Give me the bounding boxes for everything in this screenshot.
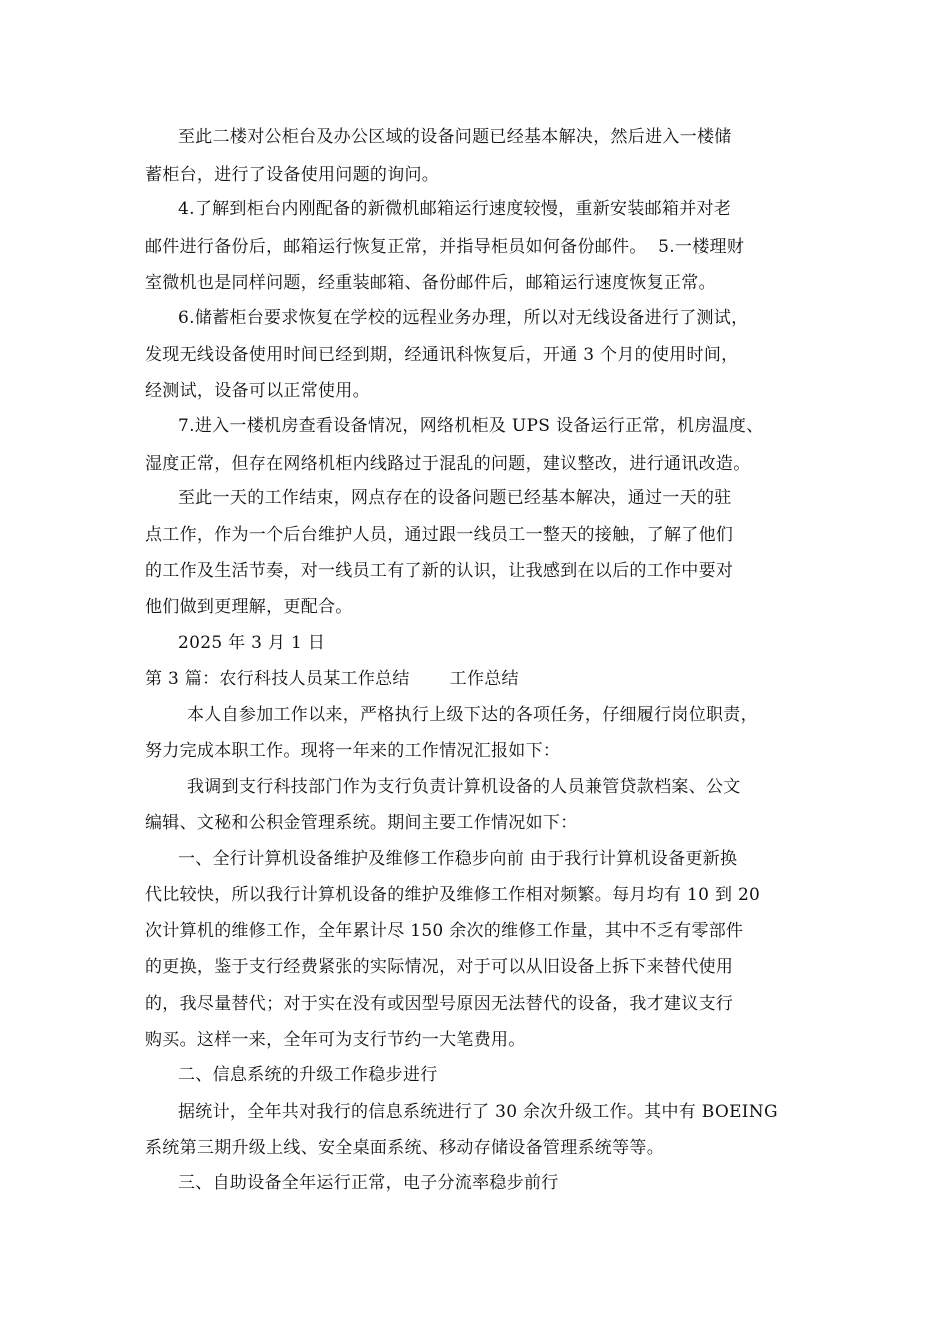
text-line: 7.进入一楼机房查看设备情况，网络机柜及 UPS 设备运行正常，机房温度、 bbox=[178, 416, 764, 436]
text-line: 本人自参加工作以来，严格执行上级下达的各项任务，仔细履行岗位职责， bbox=[187, 705, 758, 725]
text-line: 的工作及生活节奏，对一线员工有了新的认识，让我感到在以后的工作中要对 bbox=[145, 561, 734, 581]
text-line: 6.储蓄柜台要求恢复在学校的远程业务办理，所以对无线设备进行了测试， bbox=[178, 308, 749, 328]
text-line: 的更换，鉴于支行经费紧张的实际情况，对于可以从旧设备上拆下来替代使用 bbox=[145, 957, 734, 977]
text-line: 4.了解到柜台内刚配备的新微机邮箱运行速度较慢，重新安装邮箱并对老 bbox=[178, 199, 732, 219]
text-line: 邮件进行备份后，邮箱运行恢复正常，并指导柜员如何备份邮件。 5.一楼理财 bbox=[145, 237, 745, 257]
text-line: 编辑、文秘和公积金管理系统。期间主要工作情况如下： bbox=[145, 813, 578, 833]
text-line: 系统第三期升级上线、安全桌面系统、移动存储设备管理系统等等。 bbox=[145, 1138, 664, 1158]
text-line: 他们做到更理解，更配合。 bbox=[145, 597, 353, 617]
text-line: 至此二楼对公柜台及办公区域的设备问题已经基本解决，然后进入一楼储 bbox=[178, 127, 732, 147]
subheading-line: 三、自助设备全年运行正常，电子分流率稳步前行 bbox=[178, 1173, 559, 1193]
text-line: 购买。这样一来，全年可为支行节约一大笔费用。 bbox=[145, 1030, 526, 1050]
text-line: 次计算机的维修工作，全年累计尽 150 余次的维修工作量，其中不乏有零部件 bbox=[145, 921, 744, 941]
date-line: 2025 年 3 月 1 日 bbox=[178, 633, 326, 653]
text-line: 至此一天的工作结束，网点存在的设备问题已经基本解决，通过一天的驻 bbox=[178, 488, 732, 508]
text-line: 经测试，设备可以正常使用。 bbox=[145, 381, 370, 401]
text-line: 点工作，作为一个后台维护人员，通过跟一线员工一整天的接触，了解了他们 bbox=[145, 525, 734, 545]
text-line: 蓄柜台，进行了设备使用问题的询问。 bbox=[145, 165, 440, 185]
text-line: 发现无线设备使用时间已经到期，经通讯科恢复后，开通 3 个月的使用时间， bbox=[145, 345, 739, 365]
text-line: 我调到支行科技部门作为支行负责计算机设备的人员兼管贷款档案、公文 bbox=[187, 777, 741, 797]
text-line: 一、全行计算机设备维护及维修工作稳步向前 由于我行计算机设备更新换 bbox=[178, 849, 738, 869]
text-line: 努力完成本职工作。现将一年来的工作情况汇报如下： bbox=[145, 741, 561, 761]
text-line: 湿度正常，但存在网络机柜内线路过于混乱的问题，建议整改，进行通讯改造。 bbox=[145, 454, 751, 474]
subheading-line: 二、信息系统的升级工作稳步进行 bbox=[178, 1065, 438, 1085]
text-line: 室微机也是同样问题，经重装邮箱、备份邮件后，邮箱运行速度恢复正常。 bbox=[145, 273, 716, 293]
text-line: 据统计，全年共对我行的信息系统进行了 30 余次升级工作。其中有 BOEING bbox=[178, 1102, 778, 1122]
text-line: 的，我尽量替代；对于实在没有或因型号原因无法替代的设备，我才建议支行 bbox=[145, 994, 734, 1014]
text-line: 代比较快，所以我行计算机设备的维护及维修工作相对频繁。每月均有 10 到 20 bbox=[145, 885, 761, 905]
section-heading: 第 3 篇：农行科技人员某工作总结 工作总结 bbox=[145, 669, 519, 689]
